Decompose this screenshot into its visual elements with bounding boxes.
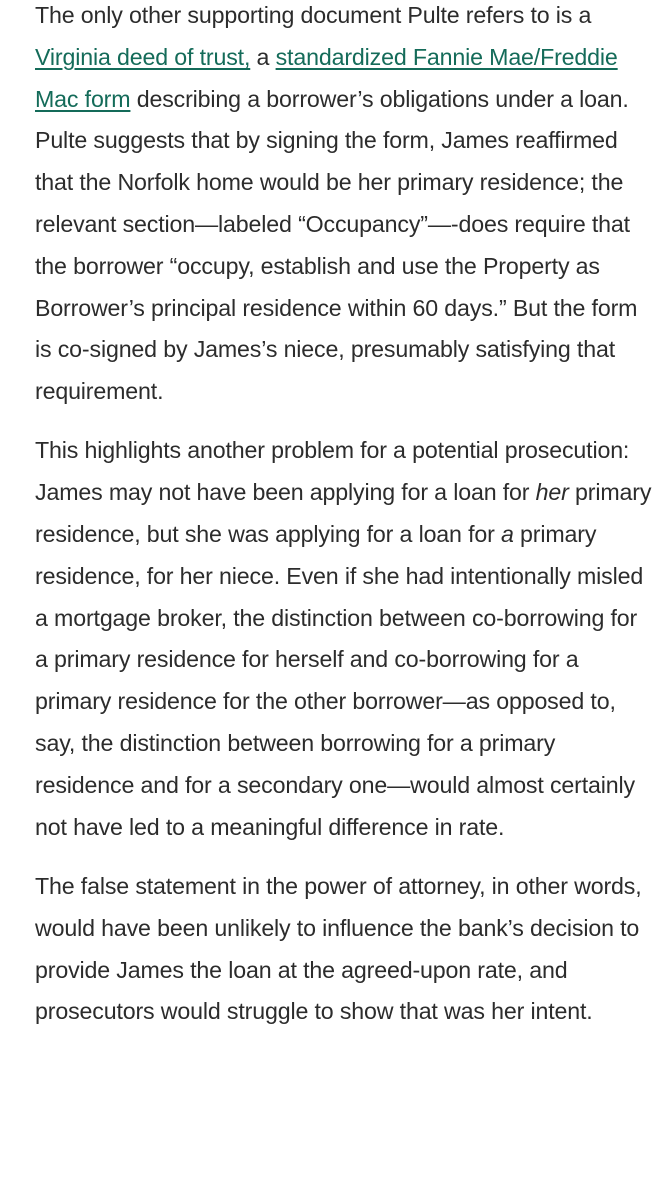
- emphasis-a: a: [501, 521, 514, 548]
- paragraph-supporting-document: [35, 0, 653, 413]
- emphasis-her: her: [535, 479, 569, 506]
- paragraph-text: describing a borrower’s obligations under a loan. Pulte suggests that by signing the form, James reaffirmed that the Norfolk home would be her primary residence; the relevant section—labeled “Occupancy”—-does require that the borrower “occupy, establish and use the Property as Borrower’s principal residence within 60 days.” But the form is co-signed by James’s niece, presumably satisfying that requirement.: [35, 85, 638, 405]
- fannie-freddie-form-link[interactable]: standardized Fannie Mae/Freddie Mac form: [35, 43, 618, 112]
- paragraph-text: primary residence, for her niece. Even if she had intentionally misled a mortgage broker, the distinction between co-borrowing for a primary residence for herself and co-borrowing for a primary residence for the other borrower—as opposed to, say, the distinction between borrowing for a primary residence and for a secondary one—would almost certainly not have led to a meaningful difference in rate.: [35, 521, 644, 840]
- paragraph-text: a: [250, 43, 276, 70]
- paragraph-prosecution-problem: [35, 430, 653, 848]
- paragraph-text: primary residence, but she was applying for a loan for: [35, 479, 652, 548]
- paragraph-false-statement: [35, 866, 653, 1033]
- paragraph-text: The only other supporting document Pulte refers to is a: [35, 2, 592, 28]
- article-body: [35, 0, 653, 1051]
- paragraph-text: This highlights another problem for a potential prosecution: James may not have been applying for a loan for: [35, 437, 630, 506]
- virginia-deed-of-trust-link[interactable]: Virginia deed of trust,: [35, 43, 251, 70]
- paragraph-text: The false statement in the power of attorney, in other words, would have been unlikely to influence the bank’s decision to provide James the loan at the agreed-upon rate, and prosecutors would struggle to show that was her intent.: [35, 872, 642, 1025]
